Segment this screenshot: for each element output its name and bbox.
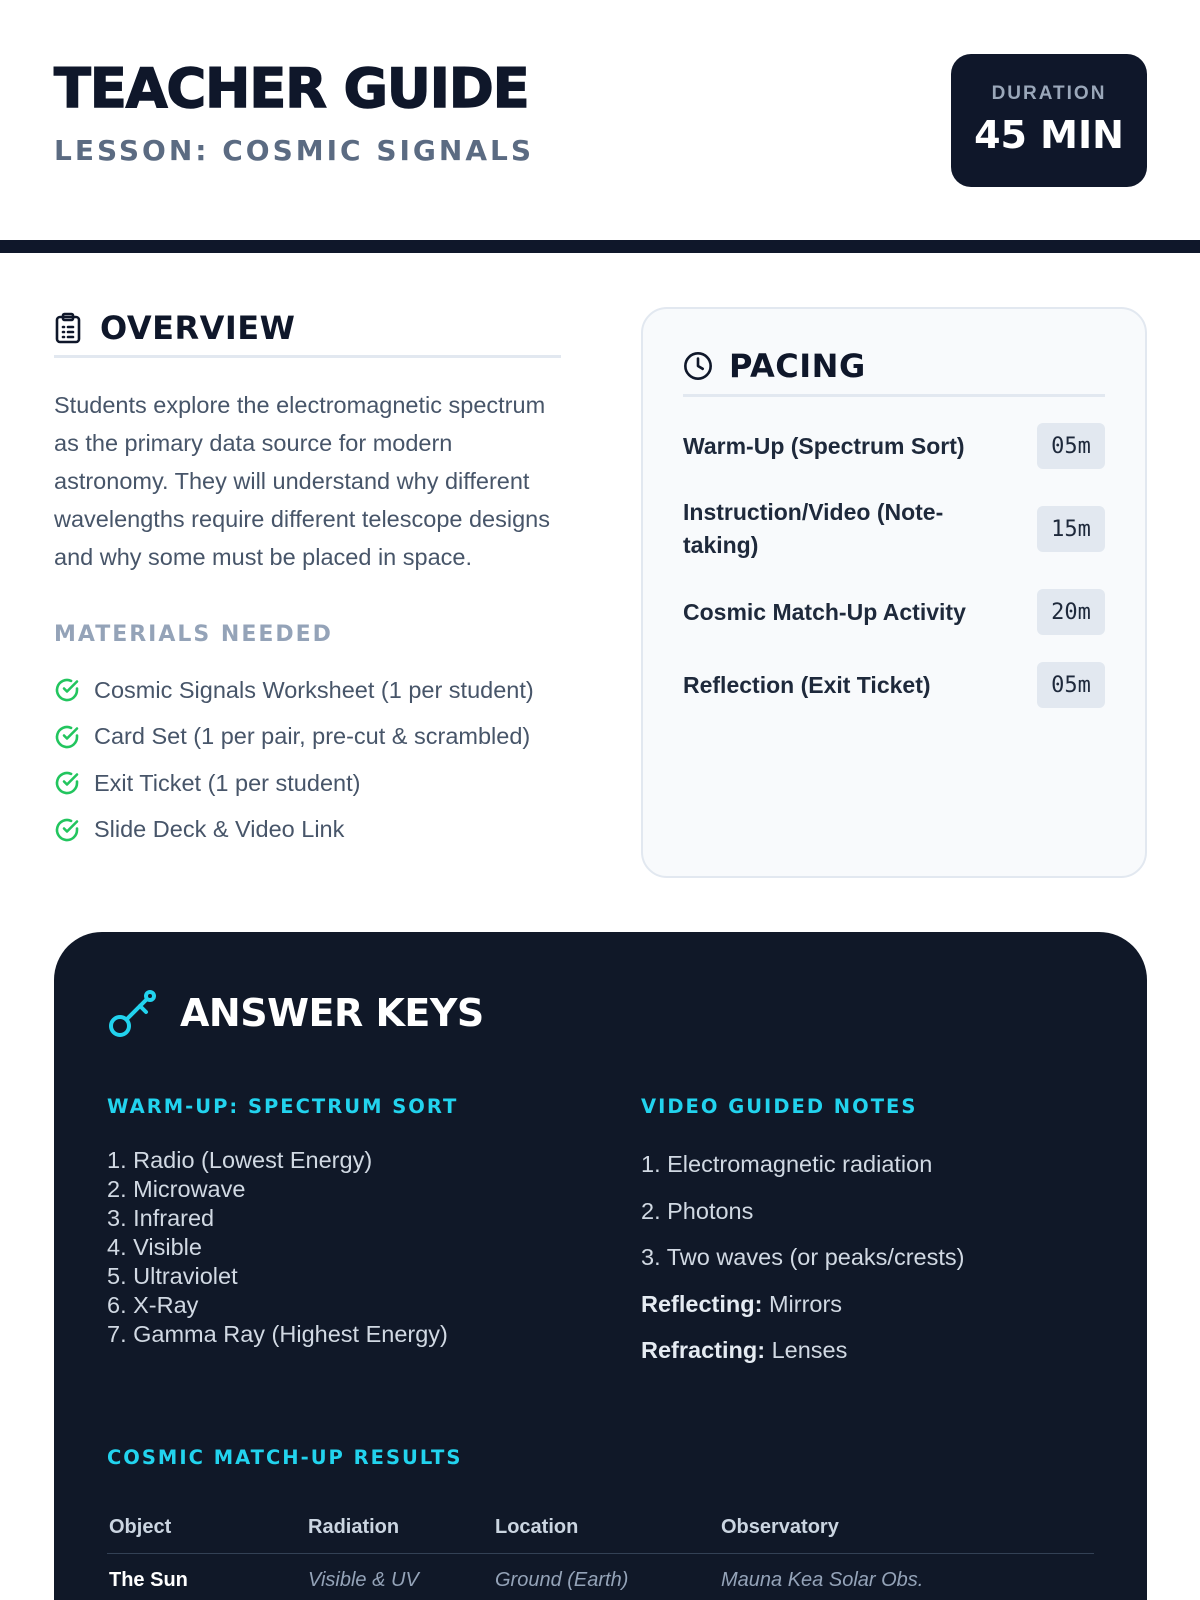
- table-cell: Ground (Earth): [495, 1568, 629, 1591]
- clipboard-icon: [54, 312, 84, 344]
- pacing-time-badge: 20m: [1037, 589, 1105, 635]
- list-item: [54, 714, 561, 761]
- pacing-time-badge: 05m: [1037, 423, 1105, 469]
- overview-heading-row: [54, 310, 561, 358]
- pacing-heading-row: [683, 347, 1105, 397]
- check-circle-icon: [54, 817, 80, 843]
- duration-label: DURATION: [991, 83, 1107, 104]
- note-term: Reflecting:: [641, 1290, 763, 1317]
- pacing-card: [641, 307, 1147, 878]
- list-item: 2. Microwave: [107, 1176, 246, 1202]
- materials-label: MATERIALS NEEDED: [54, 622, 333, 647]
- lesson-subtitle: LESSON: COSMIC SIGNALS: [54, 134, 534, 167]
- material-label: Cosmic Signals Worksheet (1 per student): [94, 676, 534, 703]
- pacing-time-badge: 15m: [1037, 506, 1105, 552]
- check-circle-icon: [54, 724, 80, 750]
- list-item: 3. Infrared: [107, 1205, 215, 1231]
- overview-heading: OVERVIEW: [100, 308, 296, 347]
- note-term: Refracting:: [641, 1337, 766, 1363]
- list-item: 3. Two waves (or peaks/crests): [641, 1244, 965, 1270]
- overview-text: Students explore the electromagnetic spectrum as the primary data source for modern astronomy. They will understand why different wavelengths require different telescope designs and why some must be placed in space.: [54, 392, 550, 570]
- spectrum-sort-list: [107, 1146, 448, 1349]
- check-circle-icon: [54, 770, 80, 796]
- match-up-table: [107, 1502, 1094, 1600]
- duration-badge: [951, 54, 1147, 187]
- material-label: Slide Deck & Video Link: [94, 816, 345, 843]
- column-header: Object: [109, 1516, 172, 1538]
- pacing-activity: Warm-Up (Spectrum Sort): [683, 432, 965, 459]
- clock-icon: [683, 350, 713, 382]
- list-item: Reflecting: Mirrors: [641, 1290, 843, 1317]
- list-item: 4. Visible: [107, 1234, 202, 1260]
- pacing-row: [683, 423, 1105, 469]
- list-item: 6. X-Ray: [107, 1292, 199, 1318]
- answer-keys-panel: [54, 932, 1147, 1600]
- table-cell: Visible & UV: [308, 1568, 419, 1591]
- page-title: TEACHER GUIDE: [54, 57, 529, 120]
- material-label: Exit Ticket (1 per student): [94, 769, 361, 796]
- list-item: 1. Electromagnetic radiation: [641, 1151, 933, 1177]
- table-cell: The Sun: [109, 1568, 188, 1591]
- column-header: Radiation: [308, 1516, 400, 1538]
- match-up-label: COSMIC MATCH-UP RESULTS: [107, 1446, 463, 1469]
- duration-value: 45 MIN: [974, 113, 1124, 157]
- materials-list: [54, 667, 561, 853]
- answer-keys-heading-row: [108, 988, 484, 1038]
- pacing-activity: Instruction/Video (Note-taking): [683, 499, 944, 558]
- list-item: 1. Radio (Lowest Energy): [107, 1147, 373, 1173]
- pacing-row: [683, 496, 1105, 562]
- table-header-row: [107, 1502, 1094, 1554]
- pacing-row: [683, 589, 1105, 635]
- video-notes-label: VIDEO GUIDED NOTES: [641, 1095, 918, 1118]
- list-item: 5. Ultraviolet: [107, 1263, 238, 1289]
- pacing-row: [683, 662, 1105, 708]
- header-divider: [0, 240, 1200, 253]
- page-header: [0, 0, 1200, 240]
- column-header: Observatory: [721, 1516, 839, 1538]
- table-row: [107, 1554, 1094, 1600]
- list-item: [54, 760, 561, 807]
- key-icon: [108, 988, 158, 1038]
- list-item: 2. Photons: [641, 1197, 754, 1224]
- pacing-activity: Reflection (Exit Ticket): [683, 671, 931, 698]
- table-cell: Mauna Kea Solar Obs.: [721, 1568, 924, 1591]
- video-notes-list: [641, 1141, 964, 1374]
- list-item: [54, 807, 561, 854]
- list-item: Refracting: Lenses: [641, 1337, 848, 1363]
- list-item: [54, 667, 561, 714]
- answer-keys-heading: ANSWER KEYS: [180, 991, 484, 1035]
- list-item: 7. Gamma Ray (Highest Energy): [107, 1321, 448, 1347]
- overview-section: [54, 310, 561, 853]
- check-circle-icon: [54, 677, 80, 703]
- material-label: Card Set (1 per pair, pre-cut & scrambled): [94, 723, 531, 750]
- column-header: Location: [495, 1516, 579, 1538]
- pacing-time-badge: 05m: [1037, 662, 1105, 708]
- pacing-activity: Cosmic Match-Up Activity: [683, 598, 966, 625]
- spectrum-sort-label: WARM-UP: SPECTRUM SORT: [107, 1095, 459, 1118]
- pacing-heading: PACING: [729, 346, 866, 385]
